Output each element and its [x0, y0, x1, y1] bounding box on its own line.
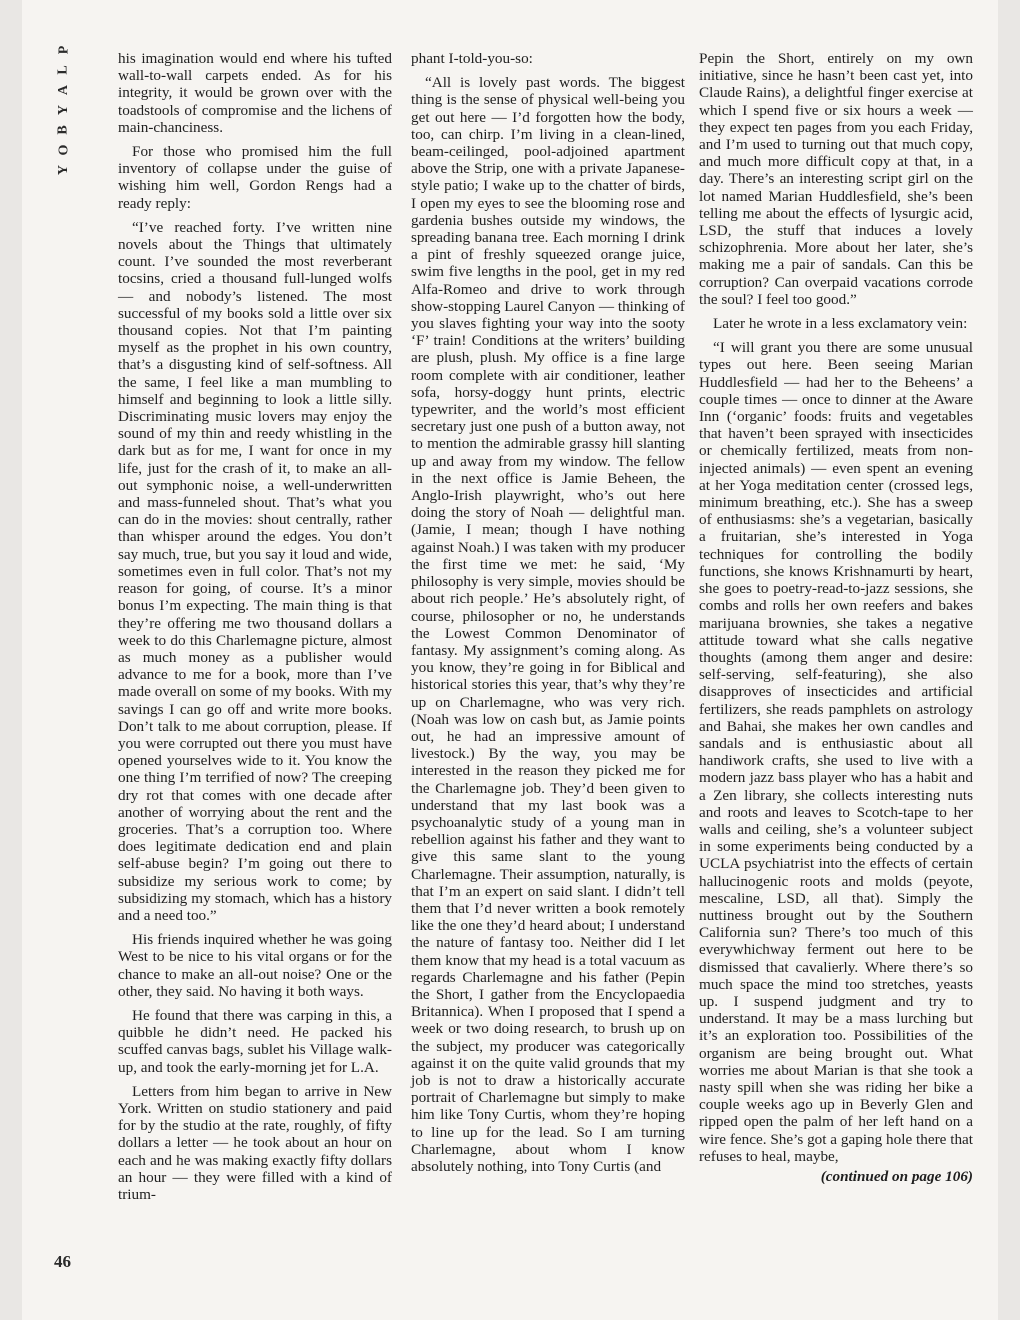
paragraph: Later he wrote in a less exclamatory vein:: [713, 315, 968, 333]
masthead-letter: L: [56, 65, 71, 75]
paragraph: “I will grant you there are some unusual types out here. Been seeing Marian Huddlesfield — had her to the Beheens’ a couple times — once to dinner at the Aware Inn (‘organic’ foods: fruits and vegetables that haven’t been sprayed with insecticides or chemically fertilized, meats from non-injected animals) — even spent an evening at her Yoga meditation center (crossed legs, minimum breathing, etc.). She has a sweep of enthusiasms: she’s a vegetarian, basically a fruitarian, she’s interested in Yoga techniques for controlling the bodily functions, she knows Krishnamurti by heart, she goes to poetry-read-to-jazz sessions, she combs and rolls her own reefers and bakes marijuana brownies, she takes a negative attitude toward what she calls negative thoughts (among them anger and desire: self-serving, self-featuring), she also disapproves of insecticides and artificial fertilizers, she reads pamphlets on astrology and Bahai, she makes her own candles and sandals and is enthusiastic about all handiwork crafts, she used to live with a modern jazz bass player who has a habit and a Zen library, she collects interesting nuts and roots and leaves to Scotch-tape to her walls and ceiling, she’s a volunteer subject in some experiments being conducted by a UCLA psychiatrist into the effects of certain hallucinogenic roots and molds (peyote, mescaline, LSD, all that). Simply the nuttiness brought out by the Southern California sun? There’s too much of this everywhichway ferment out here to be dismissed that cavalierly. Where there’s so much space the mind too stretches, yeasts up. I suspend judgment and try to understand. It may be a mass lurching but it’s an exploration too. Possibilities of the organism are being brought out. What worries me about Marian is that she took a nasty spill when she was riding her bike a couple weeks ago up in Beverly Glen and ripped open the palm of her left hand on a wire fence. She’s got a gaping hole there that refuses to heal, maybe,: [699, 339, 973, 1165]
paragraph: his imagination would end where his tufted wall-to-wall carpets ended. As for his integrity, it would be grown over with the toadstools of compromise and the lichens of main-chanciness.: [118, 50, 392, 136]
paragraph: Pepin the Short, entirely on my own initiative, since he hasn’t been cast yet, into Claude Rains), a delightful finger exercise at which I spend five or six hours a week — they expect ten pages from you each Friday, and I’m used to turning out that much copy, and much more difficult copy at that, in a day. There’s an interesting script girl on the lot named Marian Huddlesfield, she’s been telling me about the effects of lysurgic acid, LSD, the stuff that induces a lovely schizophrenia. More about her later, she’s making me a pair of sandals. Can this be corruption? Can overpaid vacations corrode the soul? I feel too good.”: [699, 50, 973, 308]
continued-note: (continued on page 106): [820, 1168, 973, 1185]
magazine-page: [22, 0, 998, 1320]
masthead: [49, 40, 79, 210]
paragraph: For those who promised him the full inventory of collapse under the guise of wishing him well, Gordon Rengs had a ready reply:: [118, 143, 392, 212]
masthead-letter: Y: [56, 104, 71, 116]
masthead-letter: B: [56, 125, 71, 135]
paragraph: “I’ve reached forty. I’ve written nine novels about the Things that ultimately count. I’ve sounded the most reverberant tocsins, cried a thousand full-lunged wolfs — and nobody’s listened. The most successful of my books sold a little over six thousand copies. Not that I’m painting myself as the prophet in his own country, that’s a disgusting kind of self-softness. All the same, I feel like a man mumbling to himself and beginning to look a little silly. Discriminating music lovers may enjoy the sound of my thin and reedy whistling in the dark but as for me, I want for once in my life, just for the crash of it, to make an all-out symphonic noise, a well-underwritten and mass-funneled shout. That’s what you can do in the movies: shout centrally, rather than whisper around the edges. You don’t say much, true, but you say it loud and wide, sometimes even in full color. That’s not my reason for going, of course. It’s a minor bonus I’m expecting. The main thing is that they’re offering me two thousand dollars a week to do this Charlemagne picture, almost as much money as a publisher would advance to me for a book, more than I’ve made overall on some of my books. With my savings I can go off and write more books. Don’t talk to me about corruption, please. If you were corrupted out there you must have opened yourselves wide to it. You know the one thing I’m terrified of now? The creeping dry rot that comes with one decade after another of worrying about the rent and the groceries. That’s a corruption too. Where does legitimate dedication end and plain self-abuse begin? I’m going out there to subsidize my serious work to come; by subsidizing my stomach, which has a history and a need too.”: [118, 218, 392, 924]
masthead-letter: O: [55, 144, 71, 156]
page-number: 46: [54, 1252, 71, 1271]
masthead-letter: A: [56, 84, 71, 96]
paragraph: phant I-told-you-so:: [411, 50, 533, 67]
masthead-letter: Y: [56, 164, 71, 176]
paragraph: He found that there was carping in this, a quibble he didn’t need. He packed his scuffed canvas bags, sublet his Village walk-up, and took the early-morning jet for L.A.: [118, 1006, 392, 1076]
text-column-3: [699, 50, 973, 1185]
text-column-2: [411, 50, 685, 1182]
paragraph: “All is lovely past words. The biggest thing is the sense of physical well-being you get out here — I’d forgotten how the body, too, can chirp. I’m living in a clean-lined, beam-ceilinged, pool-adjoined apartment above the Strip, one with a private Japanese-style patio; I wake up to the chatter of birds, I open my eyes to see the blooming rose and gardenia bushes outside my windows, the spreading banana tree. Each morning I drink a pint of freshly squeezed orange juice, swim five lengths in the pool, get in my red Alfa-Romeo and drive to work through show-stopping Laurel Canyon — thinking of you slaves fighting your way into the sooty ‘F’ train! Conditions at the writers’ building are plush, plush. My office is a fine large room complete with air conditioner, leather sofa, horsy-doggy hunt prints, electric typewriter, and the world’s most efficient secretary just one push of a button away, not to mention the admirable grassy hill slanting up and away from my window. The fellow in the next office is Jamie Beheen, the Anglo-Irish playwright, who’s out here doing the story of Noah — delightful man. (Jamie, I mean; though I have nothing against Noah.) I was taken with my producer the first time we met: he said, ‘My philosophy is very simple, movies should be about rich people.’ He’s absolutely right, of course, philosopher or no, he understands the Lowest Common Denominator of fantasy. My assignment’s coming along. As you know, they’re going in for Biblical and historical stories this year, that’s why they’re up on Charlemagne, who was very rich. (Noah was low on cash but, as Jamie points out, he had an impressive amount of livestock.) By the way, you may be interested in the reason they picked me for the Charlemagne job. They’d been given to understand that my last book was a psychoanalytic study of a young man in rebellion against his father and they want to give this same slant to the young Charlemagne. Their assumption, naturally, is that I’m an expert on said slant. I didn’t tell them that I’d never written a book remotely like the one they’d heard about; I understand the nature of fantasy too. Neither did I let them know that my head is a total vacuum as regards Charlemagne and his father (Pepin the Short, I gather from the Encyclopaedia Britannica). When I proposed that I spend a week or two doing research, to brush up on the subject, my producer was categorically against it on the quite valid grounds that my job is not to draw a historically accurate portrait of Charlemagne but simply to make him like Tony Curtis, whom they’re hoping to line up for the lead. So I am turning Charlemagne, about whom I know absolutely nothing, into Tony Curtis (and: [411, 74, 685, 1175]
paragraph: Letters from him began to arrive in New York. Written on studio stationery and paid for by the studio at the rate, roughly, of fifty dollars a letter — he took about an hour on each and he was making exactly fifty dollars an hour — they were filled with a kind of trium-: [118, 1082, 392, 1203]
text-column-1: [118, 50, 392, 1210]
paragraph: His friends inquired whether he was going West to be nice to his vital organs or for the chance to make an all-out noise? One or the other, they said. No having it both ways.: [118, 931, 392, 1000]
masthead-letter: P: [56, 45, 71, 55]
